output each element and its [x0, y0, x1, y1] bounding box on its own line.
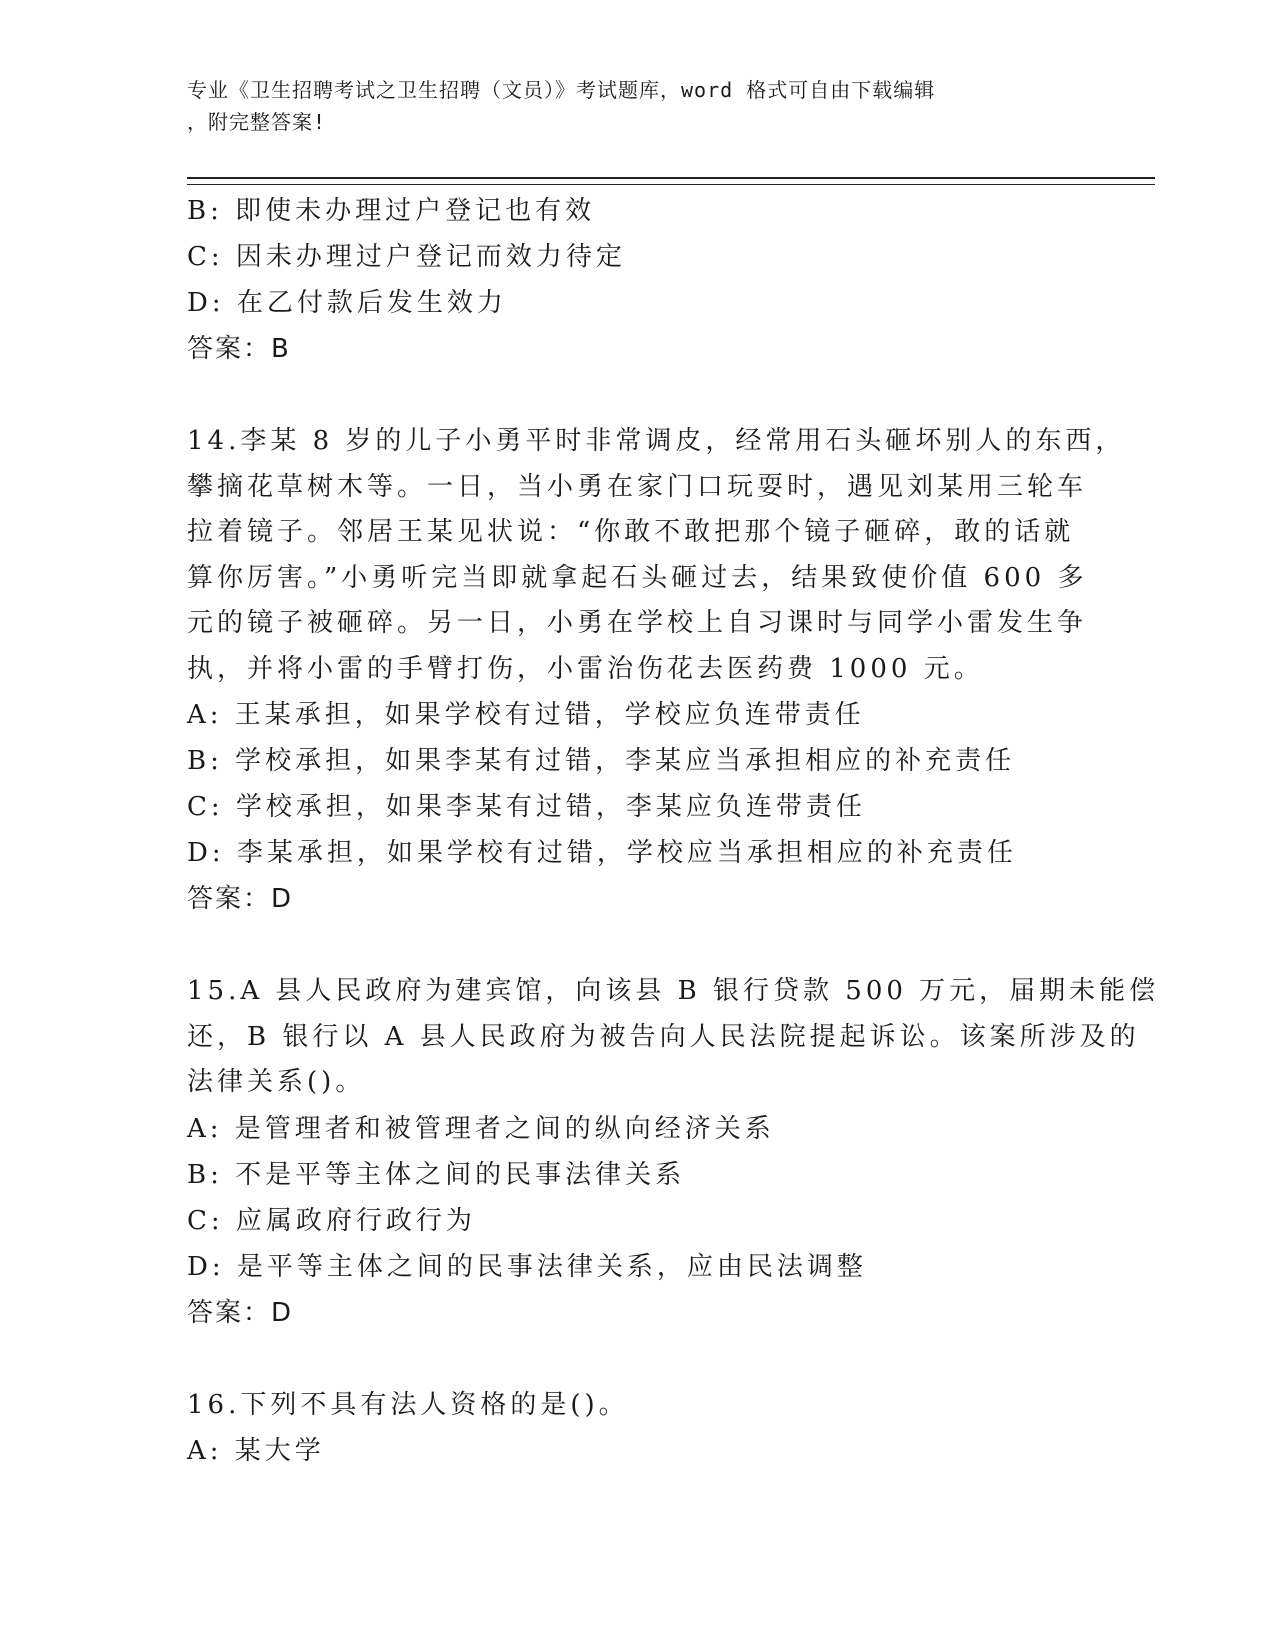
question-stem-line: 14.李某 8 岁的儿子小勇平时非常调皮，经常用石头砸坏别人的东西，	[187, 426, 1126, 456]
question-content	[187, 188, 1160, 1474]
question-stem-line: 法律关系()。	[187, 1067, 366, 1097]
option-c: C: 因未办理过户登记而效力待定	[187, 242, 626, 272]
option-a: A: 是管理者和被管理者之间的纵向经济关系	[187, 1113, 775, 1144]
option-c: C: 学校承担，如果李某有过错，李某应负连带责任	[187, 792, 866, 822]
answer-label: 答案：D	[187, 1297, 294, 1328]
answer-label: 答案：B	[187, 334, 291, 364]
option-a: A: 某大学	[187, 1436, 325, 1466]
question-stem-line: 元的镜子被砸碎。另一日，小勇在学校上自习课时与同学小雷发生争	[187, 608, 1088, 638]
question-stem-line: 算你厉害。”小勇听完当即就拿起石头砸过去，结果致使价值 600 多	[187, 562, 1088, 593]
question-14	[187, 419, 1126, 922]
option-b: B: 学校承担，如果李某有过错，李某应当承担相应的补充责任	[187, 746, 1016, 776]
question-stem-line: 攀摘花草树木等。一日，当小勇在家门口玩耍时，遇见刘某用三轮车	[187, 471, 1088, 502]
spacer	[187, 1336, 1087, 1383]
question-stem-line: 16.下列不具有法人资格的是()。	[187, 1389, 629, 1420]
option-a: A: 王某承担，如果学校有过错，学校应负连带责任	[187, 700, 865, 730]
question-stem-line: 拉着镜子。邻居王某见状说：“你敢不敢把那个镜子砸碎，敢的话就	[187, 517, 1075, 547]
question-16	[187, 1383, 1087, 1475]
option-d: D: 是平等主体之间的民事法律关系，应由民法调整	[187, 1251, 867, 1282]
question-15	[187, 969, 1160, 1336]
spacer	[187, 922, 1087, 969]
option-b: B: 不是平等主体之间的民事法律关系	[187, 1159, 686, 1190]
option-c: C: 应属政府行政行为	[187, 1205, 476, 1236]
question-stem-line: 执，并将小雷的手臂打伤，小雷治伤花去医药费 1000 元。	[187, 653, 984, 684]
header-line-1: 专业《卫生招聘考试之卫生招聘（文员）》考试题库，word 格式可自由下载编辑	[187, 78, 936, 102]
question-stem-line: 还，B 银行以 A 县人民政府为被告向人民法院提起诉讼。该案所涉及的	[187, 1021, 1140, 1052]
option-b: B: 即使未办理过户登记也有效	[187, 196, 596, 226]
header-divider	[187, 177, 1155, 185]
question-13-tail	[187, 188, 1087, 372]
question-stem-line: 15.A 县人民政府为建宾馆，向该县 B 银行贷款 500 万元，届期未能偿	[187, 976, 1160, 1006]
answer-label: 答案：D	[187, 884, 294, 914]
header-line-2: ，附完整答案!	[187, 110, 327, 134]
option-d: D: 李某承担，如果学校有过错，学校应当承担相应的补充责任	[187, 838, 1017, 868]
page-header	[187, 74, 1067, 138]
spacer	[187, 372, 1087, 419]
option-d: D: 在乙付款后发生效力	[187, 288, 507, 318]
